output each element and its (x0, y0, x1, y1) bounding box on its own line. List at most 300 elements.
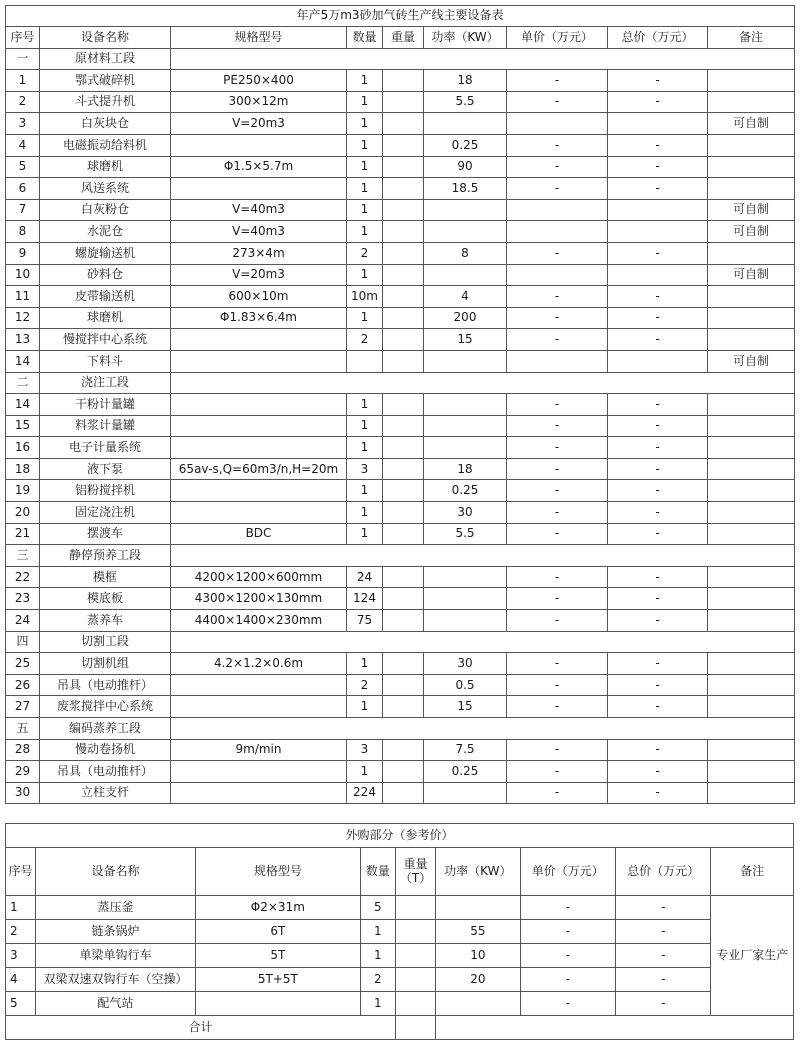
spec-model: Φ1.5×5.7m (171, 156, 347, 178)
spec-model: V=40m3 (171, 199, 347, 221)
weight (383, 329, 424, 351)
power-kw: 30 (424, 502, 507, 524)
power-kw: 0.25 (424, 134, 507, 156)
row-number: 28 (6, 739, 40, 761)
weight (383, 437, 424, 459)
equipment-name: 干粉计量罐 (40, 394, 171, 416)
remark (708, 502, 795, 524)
section-spacer (171, 631, 795, 653)
remark (708, 307, 795, 329)
row-number: 16 (6, 437, 40, 459)
unit-price (507, 264, 608, 286)
weight (383, 286, 424, 308)
remark (708, 156, 795, 178)
section-title: 编码蒸养工段 (40, 718, 171, 740)
remark (708, 523, 795, 545)
row-number: 11 (6, 286, 40, 308)
section-spacer (171, 718, 795, 740)
row-number: 27 (6, 696, 40, 718)
row-number: 14 (6, 394, 40, 416)
quantity: 75 (347, 610, 383, 632)
header-note: 备注 (711, 848, 794, 896)
remark: 可自制 (708, 350, 795, 372)
row-number: 2 (6, 91, 40, 113)
table-row (6, 653, 795, 675)
spec-model (171, 696, 347, 718)
spec-model (171, 134, 347, 156)
table-row (6, 502, 795, 524)
table-row (6, 992, 794, 1016)
quantity: 1 (347, 199, 383, 221)
quantity: 1 (347, 91, 383, 113)
unit-price: - (520, 896, 615, 920)
power-kw: 5.5 (424, 91, 507, 113)
unit-price: - (507, 502, 608, 524)
table-row (6, 588, 795, 610)
unit-price: - (507, 458, 608, 480)
total-price: - (608, 307, 708, 329)
power-kw: 0.5 (424, 674, 507, 696)
weight (395, 920, 435, 944)
spec-model: 273×4m (171, 242, 347, 264)
table-row (6, 944, 794, 968)
remark (708, 415, 795, 437)
table-row (6, 610, 795, 632)
power-kw: 10 (436, 944, 520, 968)
header-no: 序号 (6, 27, 40, 49)
power-kw: 90 (424, 156, 507, 178)
equipment-name: 螺旋输送机 (40, 242, 171, 264)
row-number: 14 (6, 350, 40, 372)
unit-price: - (507, 653, 608, 675)
header-no: 序号 (6, 848, 36, 896)
main-equipment-table (5, 5, 795, 804)
weight (383, 221, 424, 243)
remark (708, 653, 795, 675)
quantity: 224 (347, 782, 383, 804)
row-number: 22 (6, 566, 40, 588)
section-row (6, 48, 795, 70)
table-row (6, 394, 795, 416)
quantity: 1 (360, 920, 395, 944)
total-price: - (616, 992, 711, 1016)
total-price: - (616, 944, 711, 968)
section-title: 切割工段 (40, 631, 171, 653)
equipment-name: 固定浇注机 (40, 502, 171, 524)
unit-price: - (507, 394, 608, 416)
total-price (608, 199, 708, 221)
quantity: 1 (347, 394, 383, 416)
weight (395, 944, 435, 968)
quantity: 124 (347, 588, 383, 610)
unit-price: - (507, 739, 608, 761)
header-weight: 重量 (383, 27, 424, 49)
equipment-name: 白灰粉仓 (40, 199, 171, 221)
spec-model (171, 329, 347, 351)
table-row (6, 739, 795, 761)
quantity: 2 (347, 674, 383, 696)
equipment-name: 废浆搅拌中心系统 (40, 696, 171, 718)
table-row (6, 91, 795, 113)
total-label: 合计 (6, 1016, 396, 1040)
spec-model: 6T (195, 920, 360, 944)
total-price: - (608, 437, 708, 459)
main-table-header (6, 27, 795, 49)
total-price: - (608, 761, 708, 783)
weight (383, 70, 424, 92)
header-weight: 重量（T） (395, 848, 435, 896)
remark (708, 696, 795, 718)
weight (383, 458, 424, 480)
spec-model: BDC (171, 523, 347, 545)
power-kw: 4 (424, 286, 507, 308)
table-row (6, 696, 795, 718)
remark (708, 458, 795, 480)
section-row (6, 631, 795, 653)
row-number: 1 (6, 896, 36, 920)
weight (383, 178, 424, 200)
equipment-name: 皮带输送机 (40, 286, 171, 308)
equipment-name: 电子计量系统 (40, 437, 171, 459)
unit-price: - (520, 944, 615, 968)
unit-price: - (507, 70, 608, 92)
total-weight (395, 1016, 435, 1040)
power-kw: 18 (424, 458, 507, 480)
total-row (6, 1016, 794, 1040)
quantity: 1 (347, 70, 383, 92)
header-power: 功率（KW） (436, 848, 520, 896)
total-price: - (608, 610, 708, 632)
unit-price: - (507, 674, 608, 696)
weight (383, 156, 424, 178)
power-kw: 5.5 (424, 523, 507, 545)
unit-price (507, 221, 608, 243)
equipment-name: 白灰块仓 (40, 113, 171, 135)
total-price: - (608, 566, 708, 588)
total-price: - (608, 653, 708, 675)
spec-model (171, 350, 347, 372)
quantity: 1 (360, 992, 395, 1016)
remark (708, 588, 795, 610)
table-row (6, 70, 795, 92)
table-row (6, 221, 795, 243)
total-price: - (608, 329, 708, 351)
remark (708, 437, 795, 459)
unit-price: - (507, 415, 608, 437)
unit-price: - (520, 968, 615, 992)
spec-model: 65av-s,Q=60m3/n,H=20m (171, 458, 347, 480)
remark (708, 566, 795, 588)
equipment-name: 慢搅拌中心系统 (40, 329, 171, 351)
quantity: 1 (347, 761, 383, 783)
remark (708, 329, 795, 351)
total-blank (436, 1016, 794, 1040)
row-number: 12 (6, 307, 40, 329)
spec-model: 300×12m (171, 91, 347, 113)
total-price: - (608, 134, 708, 156)
row-number: 19 (6, 480, 40, 502)
spec-model: 5T (195, 944, 360, 968)
unit-price: - (507, 480, 608, 502)
unit-price: - (507, 610, 608, 632)
equipment-name: 吊具（电动推杆） (40, 761, 171, 783)
unit-price: - (507, 329, 608, 351)
power-kw: 7.5 (424, 739, 507, 761)
remark: 可自制 (708, 199, 795, 221)
weight (383, 588, 424, 610)
spec-model: Φ2×31m (195, 896, 360, 920)
equipment-name: 水泥仓 (40, 221, 171, 243)
header-note: 备注 (708, 27, 795, 49)
row-number: 4 (6, 134, 40, 156)
total-price: - (608, 782, 708, 804)
quantity: 1 (347, 134, 383, 156)
quantity: 10m (347, 286, 383, 308)
power-kw: 15 (424, 329, 507, 351)
total-price: - (608, 523, 708, 545)
equipment-name: 蒸压釜 (36, 896, 196, 920)
quantity: 1 (347, 653, 383, 675)
header-qty: 数量 (360, 848, 395, 896)
table-row (6, 134, 795, 156)
table-row (6, 264, 795, 286)
equipment-name: 下料斗 (40, 350, 171, 372)
section-title: 浇注工段 (40, 372, 171, 394)
equipment-name: 电磁振动给料机 (40, 134, 171, 156)
table-row (6, 156, 795, 178)
header-total-price: 总价（万元） (608, 27, 708, 49)
weight (383, 394, 424, 416)
total-price: - (616, 968, 711, 992)
remark: 可自制 (708, 113, 795, 135)
total-price: - (608, 91, 708, 113)
weight (383, 523, 424, 545)
spec-model (171, 761, 347, 783)
unit-price: - (507, 696, 608, 718)
table-row (6, 896, 794, 920)
spec-model: V=40m3 (171, 221, 347, 243)
quantity: 3 (347, 739, 383, 761)
row-number: 23 (6, 588, 40, 610)
quantity: 1 (347, 437, 383, 459)
total-price (608, 264, 708, 286)
row-number: 15 (6, 415, 40, 437)
spec-model: 5T+5T (195, 968, 360, 992)
quantity: 1 (347, 307, 383, 329)
quantity: 2 (347, 242, 383, 264)
power-kw (424, 264, 507, 286)
power-kw: 15 (424, 696, 507, 718)
weight (395, 896, 435, 920)
equipment-name: 慢动卷扬机 (40, 739, 171, 761)
power-kw: 18.5 (424, 178, 507, 200)
table-row (6, 566, 795, 588)
total-price: - (608, 739, 708, 761)
weight (383, 113, 424, 135)
quantity: 1 (347, 696, 383, 718)
row-number: 26 (6, 674, 40, 696)
section-number: 四 (6, 631, 40, 653)
header-spec: 规格型号 (195, 848, 360, 896)
remark (708, 782, 795, 804)
outsourced-table-header (6, 848, 794, 896)
spec-model: PE250×400 (171, 70, 347, 92)
unit-price: - (520, 920, 615, 944)
total-price (608, 350, 708, 372)
remark: 可自制 (708, 264, 795, 286)
spec-model (171, 502, 347, 524)
spec-model (171, 437, 347, 459)
row-number: 7 (6, 199, 40, 221)
unit-price: - (507, 307, 608, 329)
unit-price (507, 199, 608, 221)
row-number: 2 (6, 920, 36, 944)
power-kw: 20 (436, 968, 520, 992)
weight (383, 674, 424, 696)
total-price (608, 113, 708, 135)
quantity: 1 (347, 502, 383, 524)
quantity: 1 (347, 264, 383, 286)
total-price: - (608, 156, 708, 178)
power-kw (424, 610, 507, 632)
weight (383, 415, 424, 437)
weight (383, 134, 424, 156)
weight (383, 242, 424, 264)
total-price: - (608, 394, 708, 416)
equipment-name: 砂料仓 (40, 264, 171, 286)
spec-model (171, 415, 347, 437)
spec-model: 4400×1400×230mm (171, 610, 347, 632)
table-row (6, 523, 795, 545)
spec-model: V=20m3 (171, 264, 347, 286)
row-number: 8 (6, 221, 40, 243)
spec-model: 4300×1200×130mm (171, 588, 347, 610)
spec-model (195, 992, 360, 1016)
remark (708, 134, 795, 156)
table-row (6, 782, 795, 804)
table-row (6, 415, 795, 437)
table-row (6, 920, 794, 944)
table-row (6, 113, 795, 135)
equipment-name: 吊具（电动推杆） (40, 674, 171, 696)
quantity (347, 350, 383, 372)
power-kw (424, 566, 507, 588)
header-total-price: 总价（万元） (616, 848, 711, 896)
row-number: 10 (6, 264, 40, 286)
unit-price: - (507, 178, 608, 200)
spec-model: 600×10m (171, 286, 347, 308)
row-number: 21 (6, 523, 40, 545)
spec-model (171, 782, 347, 804)
total-price: - (608, 588, 708, 610)
quantity: 1 (347, 480, 383, 502)
equipment-name: 切割机组 (40, 653, 171, 675)
header-unit-price: 单价（万元） (520, 848, 615, 896)
equipment-name: 摆渡车 (40, 523, 171, 545)
weight (383, 610, 424, 632)
quantity: 2 (360, 968, 395, 992)
equipment-name: 铝粉搅拌机 (40, 480, 171, 502)
unit-price: - (507, 91, 608, 113)
equipment-name: 球磨机 (40, 156, 171, 178)
table-row (6, 458, 795, 480)
power-kw: 30 (424, 653, 507, 675)
power-kw: 18 (424, 70, 507, 92)
section-number: 一 (6, 48, 40, 70)
spec-model (171, 178, 347, 200)
section-spacer (171, 545, 795, 567)
remark (708, 70, 795, 92)
remark (708, 178, 795, 200)
table-row (6, 674, 795, 696)
table-row (6, 242, 795, 264)
remark (708, 674, 795, 696)
power-kw (424, 394, 507, 416)
unit-price: - (507, 588, 608, 610)
remark-merged: 专业厂家生产 (711, 896, 794, 1016)
equipment-name: 立柱支杆 (40, 782, 171, 804)
total-price: - (608, 242, 708, 264)
equipment-name: 斗式提升机 (40, 91, 171, 113)
spec-model: 4200×1200×600mm (171, 566, 347, 588)
row-number: 4 (6, 968, 36, 992)
total-price (608, 221, 708, 243)
quantity: 1 (360, 944, 395, 968)
header-qty: 数量 (347, 27, 383, 49)
header-power: 功率（KW） (424, 27, 507, 49)
quantity: 2 (347, 329, 383, 351)
power-kw: 0.25 (424, 761, 507, 783)
spec-model: Φ1.83×6.4m (171, 307, 347, 329)
row-number: 1 (6, 70, 40, 92)
quantity: 1 (347, 156, 383, 178)
row-number: 3 (6, 113, 40, 135)
spec-model (171, 480, 347, 502)
unit-price: - (507, 437, 608, 459)
weight (383, 696, 424, 718)
quantity: 3 (347, 458, 383, 480)
power-kw (424, 782, 507, 804)
unit-price: - (507, 286, 608, 308)
row-number: 5 (6, 156, 40, 178)
equipment-name: 单梁单钩行车 (36, 944, 196, 968)
unit-price (507, 350, 608, 372)
table-row (6, 199, 795, 221)
remark (708, 480, 795, 502)
header-unit-price: 单价（万元） (507, 27, 608, 49)
table-row (6, 437, 795, 459)
spec-model: 4.2×1.2×0.6m (171, 653, 347, 675)
table-row (6, 480, 795, 502)
weight (383, 782, 424, 804)
power-kw (424, 113, 507, 135)
row-number: 25 (6, 653, 40, 675)
equipment-name: 球磨机 (40, 307, 171, 329)
unit-price: - (507, 242, 608, 264)
weight (383, 480, 424, 502)
row-number: 6 (6, 178, 40, 200)
quantity: 5 (360, 896, 395, 920)
equipment-name: 风送系统 (40, 178, 171, 200)
row-number: 13 (6, 329, 40, 351)
unit-price: - (507, 566, 608, 588)
power-kw (436, 992, 520, 1016)
quantity: 1 (347, 415, 383, 437)
power-kw (424, 350, 507, 372)
outsourced-table-title: 外购部分（参考价） (6, 824, 794, 848)
row-number: 5 (6, 992, 36, 1016)
table-row (6, 968, 794, 992)
